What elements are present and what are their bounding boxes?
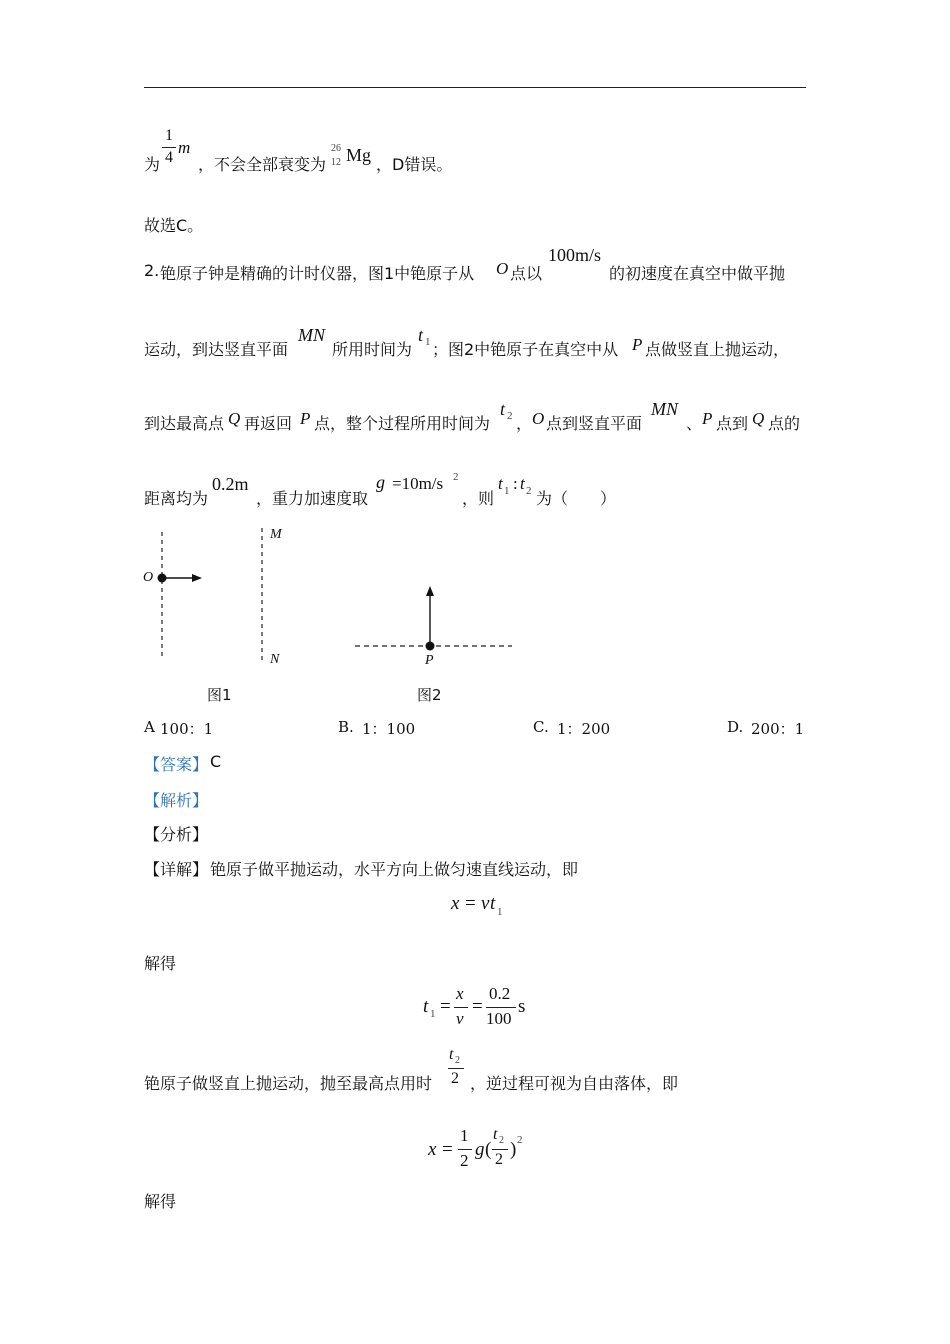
q-num: 2. (144, 261, 160, 280)
eq3-exp: 2 (517, 1134, 523, 1146)
q-ratio-t2-sub: 2 (526, 485, 532, 497)
detail-tag: 【详解】 (144, 860, 209, 879)
label-O: O (143, 570, 154, 585)
line-up-frac (448, 1046, 466, 1090)
eq3-den2: 2 (495, 1151, 503, 1168)
q-line3-f: 、 (686, 414, 703, 433)
fig1-caption: 图1 (207, 686, 232, 704)
eq3-den: 2 (460, 1151, 469, 1170)
q-O2: O (532, 409, 545, 428)
fenxi-tag: 【分析】 (144, 825, 209, 844)
q-MN2: MN (651, 399, 678, 419)
q-line4-c: ，则 (462, 489, 495, 508)
q-ratio-colon: : (513, 474, 518, 493)
q-line4-b: ，重力加速度取 (256, 489, 369, 508)
q-line1-b: 点以 (510, 264, 543, 283)
label-M: M (270, 527, 282, 542)
q-Q: Q (228, 409, 241, 428)
line-up-text-b: ，逆过程可视为自由落体，即 (470, 1074, 679, 1093)
label-N: N (270, 652, 280, 667)
q-line2-c: ；图2中铯原子在真空中从 (432, 340, 619, 359)
eq2-num: x (456, 984, 464, 1003)
eq2-unit: s (518, 996, 526, 1017)
var-m: m (178, 138, 191, 157)
eq3-sub: 2 (499, 1135, 504, 1146)
eq2-frac-num (486, 984, 516, 1032)
text-end: ，D错误。 (376, 155, 453, 174)
eq1-eq: = (465, 893, 476, 914)
iso-symbol: Mg (346, 145, 372, 165)
q-line3-a: 到达最高点 (144, 414, 225, 433)
q-line3-d: ， (516, 414, 533, 433)
detail-text: 铯原子做平抛运动，水平方向上做匀速直线运动，即 (210, 860, 579, 879)
eq3-lp: ( (485, 1139, 492, 1160)
frac-num: 1 (165, 127, 173, 144)
eq2-eq: = (440, 996, 451, 1017)
eq3-frac-half (458, 1126, 472, 1174)
q-line3-c: 点，整个过程所用时间为 (314, 414, 491, 433)
q-line2-d: 点做竖直上抛运动， (645, 340, 790, 359)
line-up-text-a: 铯原子做竖直上抛运动，抛至最高点用时 (144, 1074, 433, 1093)
eq2-eq2: = (472, 996, 483, 1017)
line-up-num-sub: 2 (455, 1055, 460, 1066)
fig2-caption: 图2 (417, 686, 442, 704)
eq3-t: t (493, 1126, 498, 1143)
q-dist: 0.2m (212, 474, 249, 494)
upward-arrow-head (426, 586, 434, 596)
q-line1-a: 铯原子钟是精确的计时仪器，图1中铯原子从 (160, 264, 475, 283)
eq2-num2: 0.2 (489, 984, 511, 1003)
q-MN: MN (298, 325, 325, 345)
q-t2: t (500, 399, 506, 419)
line-up-num-t: t (449, 1046, 454, 1063)
eq3-eq: = (442, 1139, 453, 1160)
eq1-x: x (451, 893, 460, 914)
frac-den: 4 (165, 149, 173, 166)
q-line3-e: 点到竖直平面 (546, 414, 643, 433)
jiede-1: 解得 (144, 954, 177, 973)
q-line3-b: 再返回 (244, 414, 293, 433)
text-wei: 为 (144, 155, 161, 174)
eq3-rp: ) (510, 1139, 517, 1160)
q-speed: 100m/s (548, 245, 602, 265)
point-P (426, 642, 435, 651)
q-g-eq: =10m/s (392, 474, 444, 493)
eq3-frac-t2 (492, 1126, 510, 1174)
q-t2-sub: 2 (507, 410, 513, 422)
option-a-text[interactable]: 100：1 (160, 720, 214, 738)
iso-z: 12 (331, 157, 341, 168)
eq2-den2: 100 (486, 1009, 512, 1028)
q-line2-a: 运动，到达竖直平面 (144, 340, 289, 359)
eq1-t: t (490, 893, 496, 914)
eq1-sub: 1 (497, 906, 503, 918)
velocity-arrow-head (192, 574, 202, 582)
q-g-exp: 2 (453, 471, 459, 483)
option-c-text[interactable]: 1：200 (557, 720, 611, 738)
q-line1-c: 的初速度在真空中做平抛 (609, 264, 786, 283)
eq2-t: t (423, 996, 429, 1017)
header-rule (144, 87, 806, 88)
answer-value: C (210, 752, 222, 771)
q-line3-h: 点的 (768, 414, 801, 433)
q-g: g (376, 472, 385, 492)
jiede-2: 解得 (144, 1192, 177, 1211)
q-line3-g: 点到 (716, 414, 749, 433)
option-c-letter[interactable]: C. (533, 718, 549, 736)
iso-mass: 26 (331, 143, 341, 154)
option-d-letter[interactable]: D. (727, 718, 744, 736)
option-a-letter[interactable]: A (144, 718, 155, 736)
q-line2-b: 所用时间为 (332, 340, 413, 359)
option-b-text[interactable]: 1：100 (362, 720, 416, 738)
q-t1-sub: 1 (425, 336, 431, 348)
eq3-x: x (428, 1139, 437, 1160)
q-ratio-t1: t (498, 474, 503, 493)
q-Q2: Q (752, 409, 765, 428)
eq3-num: 1 (460, 1126, 469, 1145)
figure-diagram (130, 520, 530, 680)
eq2-den: v (456, 1009, 464, 1028)
q-P: P (632, 335, 643, 354)
eq2-sub: 1 (430, 1008, 436, 1020)
eq2-frac-xv (454, 984, 468, 1032)
line-up-den: 2 (451, 1070, 459, 1087)
q-O: O (496, 259, 509, 278)
q-t1: t (418, 325, 424, 345)
q-P2: P (300, 409, 311, 428)
option-b-letter[interactable]: B. (338, 718, 354, 736)
q-line4-d: 为（ ） (536, 489, 617, 508)
q-ratio-t2: t (520, 474, 525, 493)
gu-xuan: 故选C。 (144, 216, 204, 235)
fraction-quarter (162, 127, 176, 171)
answer-tag: 【答案】 (144, 755, 209, 774)
q-line4-a: 距离均为 (144, 489, 209, 508)
eq3-g: g (475, 1139, 485, 1160)
q-P3: P (702, 409, 713, 428)
option-d-text[interactable]: 200：1 (751, 720, 805, 738)
eq1-v: v (481, 893, 490, 914)
q-ratio-t1-sub: 1 (504, 485, 510, 497)
text-mid: ，不会全部衰变为 (198, 155, 327, 174)
analysis-tag: 【解析】 (144, 791, 209, 810)
label-P: P (425, 653, 434, 668)
